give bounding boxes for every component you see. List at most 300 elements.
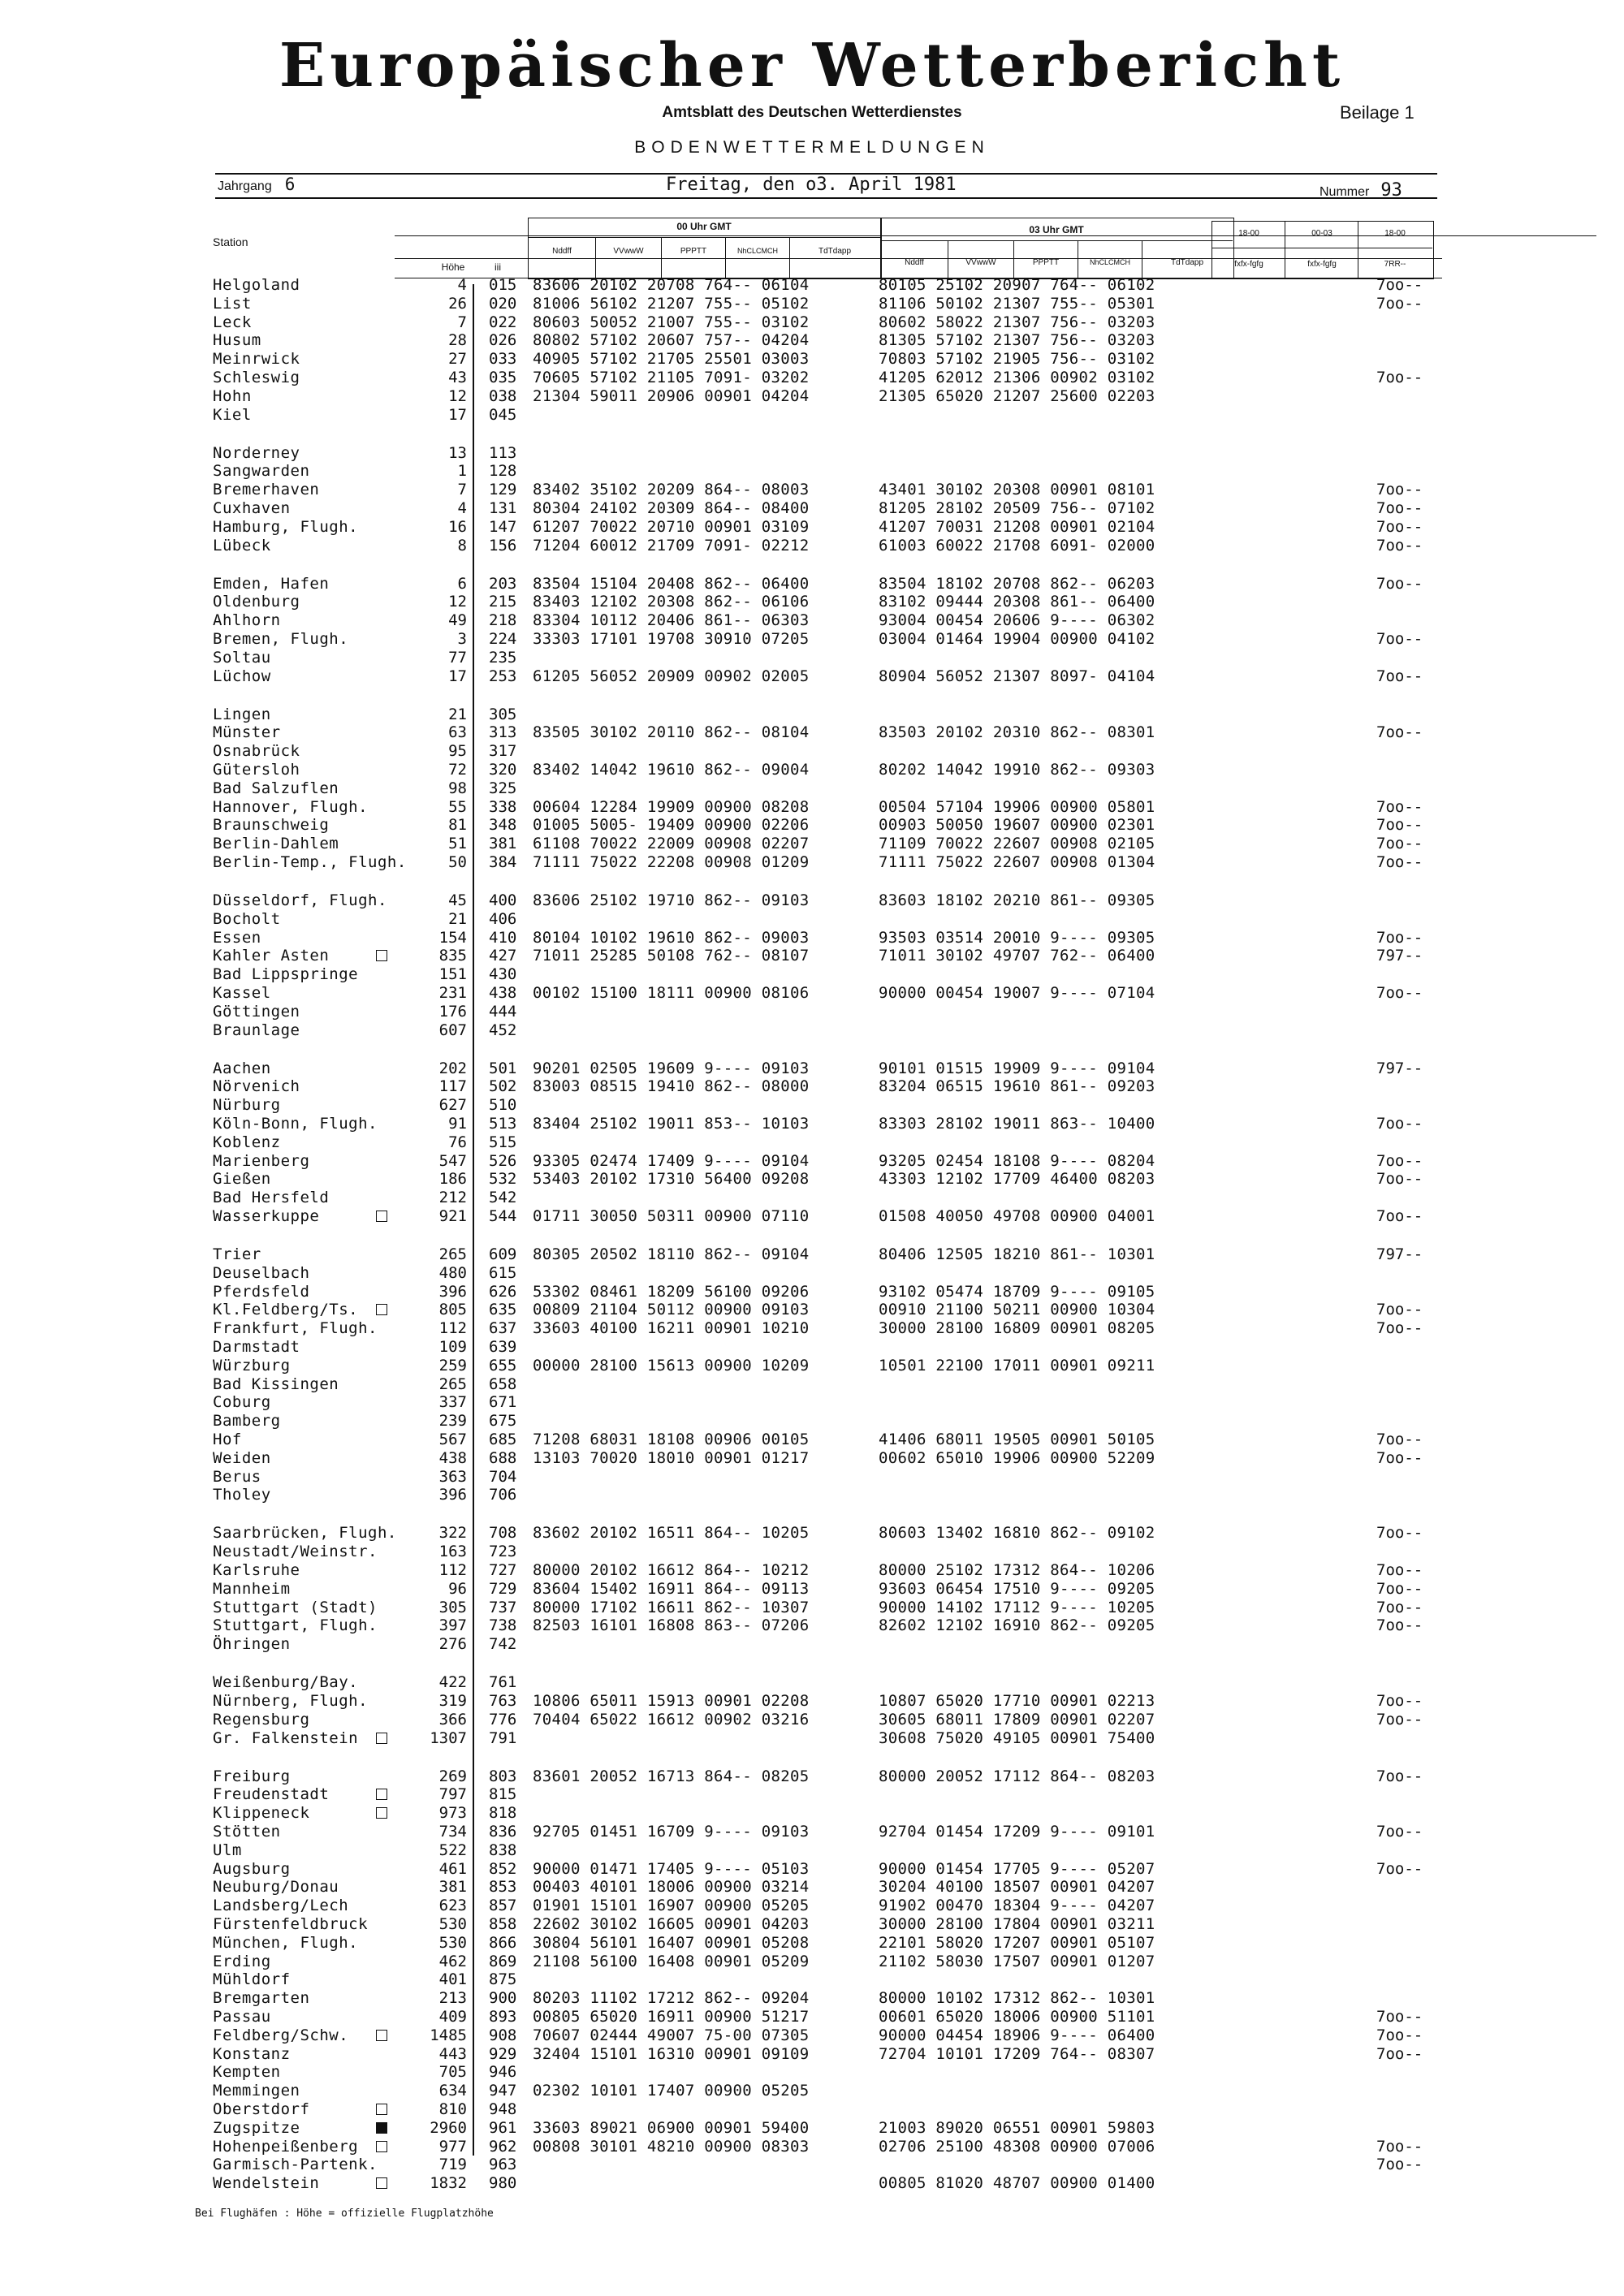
obs-00-gmt: 70404 65022 16612 00902 03216: [533, 1710, 810, 1728]
station-height: 443: [438, 2044, 467, 2063]
station-name: Ulm: [213, 1841, 242, 1859]
station-height: 202: [438, 1059, 467, 1077]
table-row: [0, 1785, 1624, 1803]
station-height: 91: [448, 1115, 467, 1133]
station-index: 869: [489, 1952, 517, 1970]
station-name: Hannover, Flugh.: [213, 797, 369, 816]
station-height: 151: [438, 965, 467, 984]
station-index: 947: [489, 2082, 517, 2100]
station-index: 156: [489, 536, 517, 555]
station-index: 427: [489, 947, 517, 965]
station-index: 045: [489, 405, 517, 424]
station-height: 231: [438, 984, 467, 1002]
station-index: 655: [489, 1356, 517, 1375]
station-name: Bad Kissingen: [213, 1375, 339, 1393]
obs-00-gmt: 32404 15101 16310 00901 09109: [533, 2044, 810, 2063]
table-row: [0, 1841, 1624, 1859]
obs-03-gmt: 81205 28102 20509 756-- 07102: [879, 499, 1155, 517]
station-name: Wasserkuppe: [213, 1207, 320, 1225]
station-height: 112: [438, 1561, 467, 1579]
obs-00-gmt: 83505 30102 20110 862-- 08104: [533, 723, 810, 742]
col-00-gmt: 00 Uhr GMT: [676, 221, 732, 232]
table-row: [0, 1301, 1624, 1318]
table-row: [0, 816, 1624, 834]
table-row: [0, 331, 1624, 349]
table-row: [0, 276, 1624, 294]
obs-03-gmt: 83102 09444 20308 861-- 06400: [879, 593, 1155, 611]
station-index: 838: [489, 1841, 517, 1859]
precip-group: 797--: [1376, 1245, 1423, 1263]
obs-03-gmt: 41205 62012 21306 00902 03102: [879, 369, 1155, 386]
station-name: Bad Lippspringe: [213, 965, 359, 984]
station-name: Karlsruhe: [213, 1561, 300, 1579]
station-height: 117: [438, 1077, 467, 1096]
obs-03-gmt: 71011 30102 49707 762-- 06400: [879, 947, 1155, 965]
station-height: 530: [438, 1915, 467, 1933]
precip-group: 7oo--: [1376, 536, 1423, 555]
station-name: Mühldorf: [213, 1970, 291, 1989]
station-name: Helgoland: [213, 276, 300, 294]
station-index: 706: [489, 1486, 517, 1504]
table-row: [0, 1189, 1624, 1206]
station-name: Gießen: [213, 1170, 271, 1189]
col-gust-2-sub: fxfx-fgfg: [1307, 260, 1337, 269]
precip-group: 7oo--: [1376, 723, 1423, 742]
station-height: 96: [448, 1579, 467, 1598]
obs-03-gmt: 00601 65020 18006 00900 51101: [879, 2008, 1155, 2026]
table-row: [0, 2138, 1624, 2156]
station-height: 45: [448, 891, 467, 909]
header-divider: [725, 237, 726, 278]
obs-03-gmt: 80000 20052 17112 864-- 08203: [879, 1767, 1155, 1785]
station-height: 462: [438, 1952, 467, 1970]
table-row: [0, 518, 1624, 536]
table-row: [0, 779, 1624, 797]
obs-03-gmt: 81305 57102 21307 756-- 03203: [879, 331, 1155, 350]
station-name: München, Flugh.: [213, 1933, 359, 1952]
station-name: Freudenstadt: [213, 1785, 330, 1804]
col-precip-sub: 7RR--: [1384, 260, 1406, 269]
station-index: 729: [489, 1579, 517, 1598]
station-height: 810: [438, 2100, 467, 2118]
obs-03-gmt: 71109 70022 22607 00908 02105: [879, 835, 1155, 853]
table-row: [0, 2082, 1624, 2100]
table-row: [0, 1486, 1624, 1504]
obs-03-gmt: 80406 12505 18210 861-- 10301: [879, 1245, 1155, 1263]
station-height: 319: [438, 1692, 467, 1710]
station-height: 17: [448, 667, 467, 685]
obs-00-gmt: 83606 20102 20708 764-- 06104: [533, 276, 810, 294]
obs-00-gmt: 61108 70022 22009 00908 02207: [533, 835, 810, 853]
table-row: [0, 1245, 1624, 1263]
station-name: Leck: [213, 313, 252, 331]
obs-03-gmt: 22101 58020 17207 00901 05107: [879, 1933, 1155, 1952]
station-name: Lüchow: [213, 667, 271, 685]
precip-group: 7oo--: [1376, 574, 1423, 593]
obs-00-gmt: 90000 01471 17405 9---- 05103: [533, 1859, 810, 1878]
station-index: 026: [489, 331, 517, 350]
station-index: 635: [489, 1301, 517, 1319]
section-heading: BODENWETTERMELDUNGEN: [634, 138, 990, 157]
precip-group: 7oo--: [1376, 1710, 1423, 1728]
station-index: 852: [489, 1859, 517, 1878]
table-row: [0, 444, 1624, 462]
obs-03-gmt: 83503 20102 20310 862-- 08301: [879, 723, 1155, 742]
obs-00-gmt: 83601 20052 16713 864-- 08205: [533, 1767, 810, 1785]
precip-group: 797--: [1376, 1059, 1423, 1077]
station-height: 112: [438, 1319, 467, 1338]
station-name: Osnabrück: [213, 742, 300, 761]
station-index: 338: [489, 797, 517, 816]
table-row: [0, 387, 1624, 405]
report-subtitle: Amtsblatt des Deutschen Wetterdienstes: [662, 104, 962, 121]
precip-group: 7oo--: [1376, 2026, 1423, 2044]
station-height: 438: [438, 1448, 467, 1467]
station-height: 265: [438, 1375, 467, 1393]
station-height: 396: [438, 1282, 467, 1301]
table-row: [0, 929, 1624, 947]
table-row: [0, 2008, 1624, 2026]
station-name: Meinrwick: [213, 350, 300, 369]
station-index: 128: [489, 462, 517, 481]
col-station: Station: [213, 235, 248, 248]
precip-group: 7oo--: [1376, 984, 1423, 1002]
station-name: Berlin-Temp., Flugh.: [213, 853, 407, 871]
station-height: 28: [448, 331, 467, 350]
precip-group: 7oo--: [1376, 1692, 1423, 1710]
obs-00-gmt: 21304 59011 20906 00901 04204: [533, 386, 810, 405]
mountain-station-icon: [376, 1733, 387, 1744]
obs-00-gmt: 33603 40100 16211 00901 10210: [533, 1319, 810, 1338]
station-index: 626: [489, 1282, 517, 1301]
precip-group: 7oo--: [1376, 2137, 1423, 2156]
mountain-station-icon: [376, 1807, 387, 1819]
precip-group: 7oo--: [1376, 1859, 1423, 1878]
station-name: Bremgarten: [213, 1989, 310, 2008]
station-height: 12: [448, 593, 467, 611]
table-row: [0, 462, 1624, 480]
precip-group: 7oo--: [1376, 1616, 1423, 1635]
station-name: Augsburg: [213, 1859, 291, 1878]
station-height: 422: [438, 1673, 467, 1692]
station-height: 921: [438, 1207, 467, 1225]
precip-group: 7oo--: [1376, 835, 1423, 853]
station-index: 961: [489, 2118, 517, 2137]
obs-00-gmt: 90201 02505 19609 9---- 09103: [533, 1059, 810, 1077]
obs-00-gmt: 33603 89021 06900 00901 59400: [533, 2118, 810, 2137]
table-row: [0, 1133, 1624, 1151]
table-row: [0, 1319, 1624, 1337]
obs-00-gmt: 80304 24102 20309 864-- 08400: [533, 499, 810, 517]
table-row: [0, 1468, 1624, 1486]
obs-03-gmt: 81106 50102 21307 755-- 05301: [879, 294, 1155, 313]
station-name: Soltau: [213, 648, 271, 667]
table-row: [0, 2045, 1624, 2063]
station-height: 337: [438, 1393, 467, 1412]
station-index: 502: [489, 1077, 517, 1096]
obs-00-gmt: 70607 02444 49007 75-00 07305: [533, 2026, 810, 2044]
station-index: 708: [489, 1524, 517, 1543]
station-index: 946: [489, 2063, 517, 2082]
supplement-label: Beilage 1: [1340, 102, 1415, 123]
table-row: [0, 2174, 1624, 2192]
table-row: [0, 1616, 1624, 1634]
obs-00-gmt: 61207 70022 20710 00901 03109: [533, 517, 810, 536]
station-name: Bocholt: [213, 909, 281, 928]
station-name: Nürnberg, Flugh.: [213, 1692, 369, 1710]
station-index: 836: [489, 1823, 517, 1841]
table-row: [0, 1207, 1624, 1225]
precip-group: 7oo--: [1376, 1767, 1423, 1785]
station-name: Bremen, Flugh.: [213, 630, 349, 648]
col-nddff: Nddff: [552, 247, 572, 256]
station-name: Hohenpeißenberg: [213, 2137, 359, 2156]
station-name: Berus: [213, 1467, 261, 1486]
table-row: [0, 1729, 1624, 1747]
station-index: 658: [489, 1375, 517, 1393]
obs-03-gmt: 90000 00454 19007 9---- 07104: [879, 984, 1155, 1002]
station-height: 12: [448, 386, 467, 405]
station-index: 224: [489, 630, 517, 648]
obs-00-gmt: 71208 68031 18108 00906 00105: [533, 1431, 810, 1448]
table-row: [0, 369, 1624, 386]
station-name: Kiel: [213, 405, 252, 424]
table-row: [0, 499, 1624, 517]
precip-group: 7oo--: [1376, 853, 1423, 871]
precip-group: 7oo--: [1376, 1207, 1423, 1225]
station-height: 305: [438, 1598, 467, 1616]
station-index: 406: [489, 909, 517, 928]
obs-03-gmt: 30000 28100 17804 00901 03211: [879, 1915, 1155, 1933]
obs-03-gmt: 03004 01464 19904 00900 04102: [879, 630, 1155, 648]
station-index: 815: [489, 1785, 517, 1804]
obs-03-gmt: 90000 01454 17705 9---- 05207: [879, 1859, 1155, 1878]
precip-group: 7oo--: [1376, 1561, 1423, 1579]
precip-group: 7oo--: [1376, 816, 1423, 835]
station-name: Koblenz: [213, 1133, 281, 1151]
mountain-station-icon: [376, 1789, 387, 1800]
table-row: [0, 1021, 1624, 1039]
precip-group: 7oo--: [1376, 499, 1423, 517]
obs-03-gmt: 01508 40050 49708 00900 04001: [879, 1207, 1155, 1225]
table-row: [0, 575, 1624, 593]
table-row: [0, 350, 1624, 368]
station-name: Nürburg: [213, 1096, 281, 1115]
station-height: 835: [438, 947, 467, 965]
station-name: Pferdsfeld: [213, 1282, 310, 1301]
obs-03-gmt: 80602 58022 21307 756-- 03203: [879, 313, 1155, 331]
obs-00-gmt: 93305 02474 17409 9---- 09104: [533, 1151, 810, 1170]
station-height: 381: [438, 1878, 467, 1897]
obs-00-gmt: 80802 57102 20607 757-- 04204: [533, 331, 810, 350]
table-row: [0, 723, 1624, 741]
col-hoehe: Höhe: [441, 261, 465, 273]
station-index: 544: [489, 1207, 517, 1225]
table-row: [0, 1561, 1624, 1579]
station-index: 737: [489, 1598, 517, 1616]
station-height: 734: [438, 1823, 467, 1841]
station-height: 461: [438, 1859, 467, 1878]
mountain-station-icon: [376, 2104, 387, 2115]
station-name: Emden, Hafen: [213, 574, 330, 593]
station-height: 409: [438, 2008, 467, 2026]
table-row: [0, 611, 1624, 629]
col-pppt: PPPTT: [680, 247, 707, 256]
obs-03-gmt: 80202 14042 19910 862-- 09303: [879, 761, 1155, 779]
station-index: 526: [489, 1151, 517, 1170]
station-height: 63: [448, 723, 467, 742]
obs-00-gmt: 80305 20502 18110 862-- 09104: [533, 1245, 810, 1263]
station-height: 43: [448, 369, 467, 386]
volume-label: Jahrgang 6: [218, 175, 296, 194]
table-row: [0, 1673, 1624, 1691]
station-name: Lingen: [213, 705, 271, 723]
station-index: 542: [489, 1189, 517, 1207]
table-row: [0, 1077, 1624, 1095]
station-index: 235: [489, 648, 517, 667]
obs-03-gmt: 30605 68011 17809 00901 02207: [879, 1710, 1155, 1728]
station-name: Berlin-Dahlem: [213, 835, 339, 853]
station-index: 317: [489, 742, 517, 761]
obs-00-gmt: 80603 50052 21007 755-- 03102: [533, 313, 810, 331]
obs-03-gmt: 93205 02454 18108 9---- 08204: [879, 1151, 1155, 1170]
obs-03-gmt: 30608 75020 49105 00901 75400: [879, 1728, 1155, 1747]
issue-number: 93: [1380, 180, 1402, 201]
table-row: [0, 406, 1624, 424]
precip-group: 7oo--: [1376, 1319, 1423, 1338]
obs-00-gmt: 00805 65020 16911 00900 51217: [533, 2008, 810, 2026]
table-row: [0, 1152, 1624, 1170]
station-index: 320: [489, 761, 517, 779]
station-index: 727: [489, 1561, 517, 1579]
station-name: Regensburg: [213, 1710, 310, 1728]
station-index: 218: [489, 611, 517, 630]
obs-00-gmt: 21108 56100 16408 00901 05209: [533, 1952, 810, 1970]
obs-03-gmt: 90000 14102 17112 9---- 10205: [879, 1598, 1155, 1616]
station-index: 305: [489, 705, 517, 723]
table-row: [0, 1599, 1624, 1616]
station-index: 410: [489, 928, 517, 947]
station-name: Hof: [213, 1431, 242, 1448]
station-index: 430: [489, 965, 517, 984]
table-row: [0, 706, 1624, 723]
station-index: 020: [489, 294, 517, 313]
station-name: Braunschweig: [213, 816, 330, 835]
station-index: 532: [489, 1170, 517, 1189]
station-name: Bremerhaven: [213, 481, 320, 499]
table-row: [0, 667, 1624, 685]
col-vvwww: VVwwW: [613, 247, 644, 256]
obs-03-gmt: 80904 56052 21307 8097- 04104: [879, 667, 1155, 685]
station-height: 977: [438, 2137, 467, 2156]
station-height: 81: [448, 816, 467, 835]
table-row: [0, 1989, 1624, 2007]
station-height: 634: [438, 2082, 467, 2100]
table-row: [0, 1338, 1624, 1356]
obs-03-gmt: 93102 05474 18709 9---- 09105: [879, 1282, 1155, 1301]
station-name: Kahler Asten: [213, 947, 330, 965]
station-name: Fürstenfeldbruck: [213, 1915, 369, 1933]
station-height: 567: [438, 1431, 467, 1448]
station-index: 609: [489, 1245, 517, 1263]
station-name: Konstanz: [213, 2044, 291, 2063]
station-index: 742: [489, 1635, 517, 1654]
station-name: Kl.Feldberg/Ts.: [213, 1301, 359, 1319]
table-row: [0, 891, 1624, 909]
station-index: 510: [489, 1096, 517, 1115]
obs-00-gmt: 92705 01451 16709 9---- 09103: [533, 1823, 810, 1841]
table-row: [0, 1767, 1624, 1785]
table-row: [0, 1412, 1624, 1430]
station-index: 738: [489, 1616, 517, 1635]
station-name: Neustadt/Weinstr.: [213, 1543, 378, 1561]
station-height: 363: [438, 1467, 467, 1486]
obs-03-gmt: 72704 10101 17209 764-- 08307: [879, 2044, 1155, 2063]
table-row: [0, 2026, 1624, 2044]
station-name: Gütersloh: [213, 761, 300, 779]
station-height: 16: [448, 517, 467, 536]
station-name: Garmisch-Partenk.: [213, 2156, 378, 2174]
precip-group: 7oo--: [1376, 1301, 1423, 1319]
station-height: 705: [438, 2063, 467, 2082]
precip-group: 7oo--: [1376, 1579, 1423, 1598]
station-index: 763: [489, 1692, 517, 1710]
station-height: 98: [448, 779, 467, 797]
station-index: 033: [489, 350, 517, 369]
table-row: [0, 1264, 1624, 1282]
station-height: 259: [438, 1356, 467, 1375]
station-height: 239: [438, 1412, 467, 1431]
obs-03-gmt: 00602 65010 19906 00900 52209: [879, 1448, 1155, 1467]
obs-00-gmt: 83304 10112 20406 861-- 06303: [533, 611, 810, 630]
station-index: 022: [489, 313, 517, 331]
precip-group: 7oo--: [1376, 481, 1423, 499]
precip-group: 7oo--: [1376, 2008, 1423, 2026]
station-name: Memmingen: [213, 2082, 300, 2100]
station-index: 857: [489, 1897, 517, 1915]
obs-03-gmt: 21102 58030 17507 00901 01207: [879, 1952, 1155, 1970]
table-row: [0, 2156, 1624, 2173]
station-height: 401: [438, 1970, 467, 1989]
precip-group: 7oo--: [1376, 1115, 1423, 1133]
station-index: 515: [489, 1133, 517, 1151]
station-name: Gr. Falkenstein: [213, 1728, 359, 1747]
station-index: 866: [489, 1933, 517, 1952]
station-height: 366: [438, 1710, 467, 1728]
station-height: 186: [438, 1170, 467, 1189]
station-name: Nörvenich: [213, 1077, 300, 1096]
station-name: Feldberg/Schw.: [213, 2026, 349, 2044]
station-name: Wendelstein: [213, 2174, 320, 2193]
station-name: Tholey: [213, 1486, 271, 1504]
station-name: Oldenburg: [213, 593, 300, 611]
table-row: [0, 313, 1624, 331]
obs-03-gmt: 80000 10102 17312 862-- 10301: [879, 1989, 1155, 2008]
station-index: 688: [489, 1448, 517, 1467]
table-row: [0, 910, 1624, 928]
station-height: 2960: [430, 2118, 467, 2137]
table-row: [0, 1357, 1624, 1375]
table-row: [0, 537, 1624, 555]
station-height: 176: [438, 1002, 467, 1021]
obs-00-gmt: 00403 40101 18006 00900 03214: [533, 1878, 810, 1897]
station-height: 1: [457, 462, 467, 481]
obs-03-gmt: 93004 00454 20606 9---- 06302: [879, 611, 1155, 630]
station-index: 791: [489, 1728, 517, 1747]
rule-second: [215, 197, 1437, 199]
table-row: [0, 1170, 1624, 1188]
precip-group: 7oo--: [1376, 276, 1423, 294]
